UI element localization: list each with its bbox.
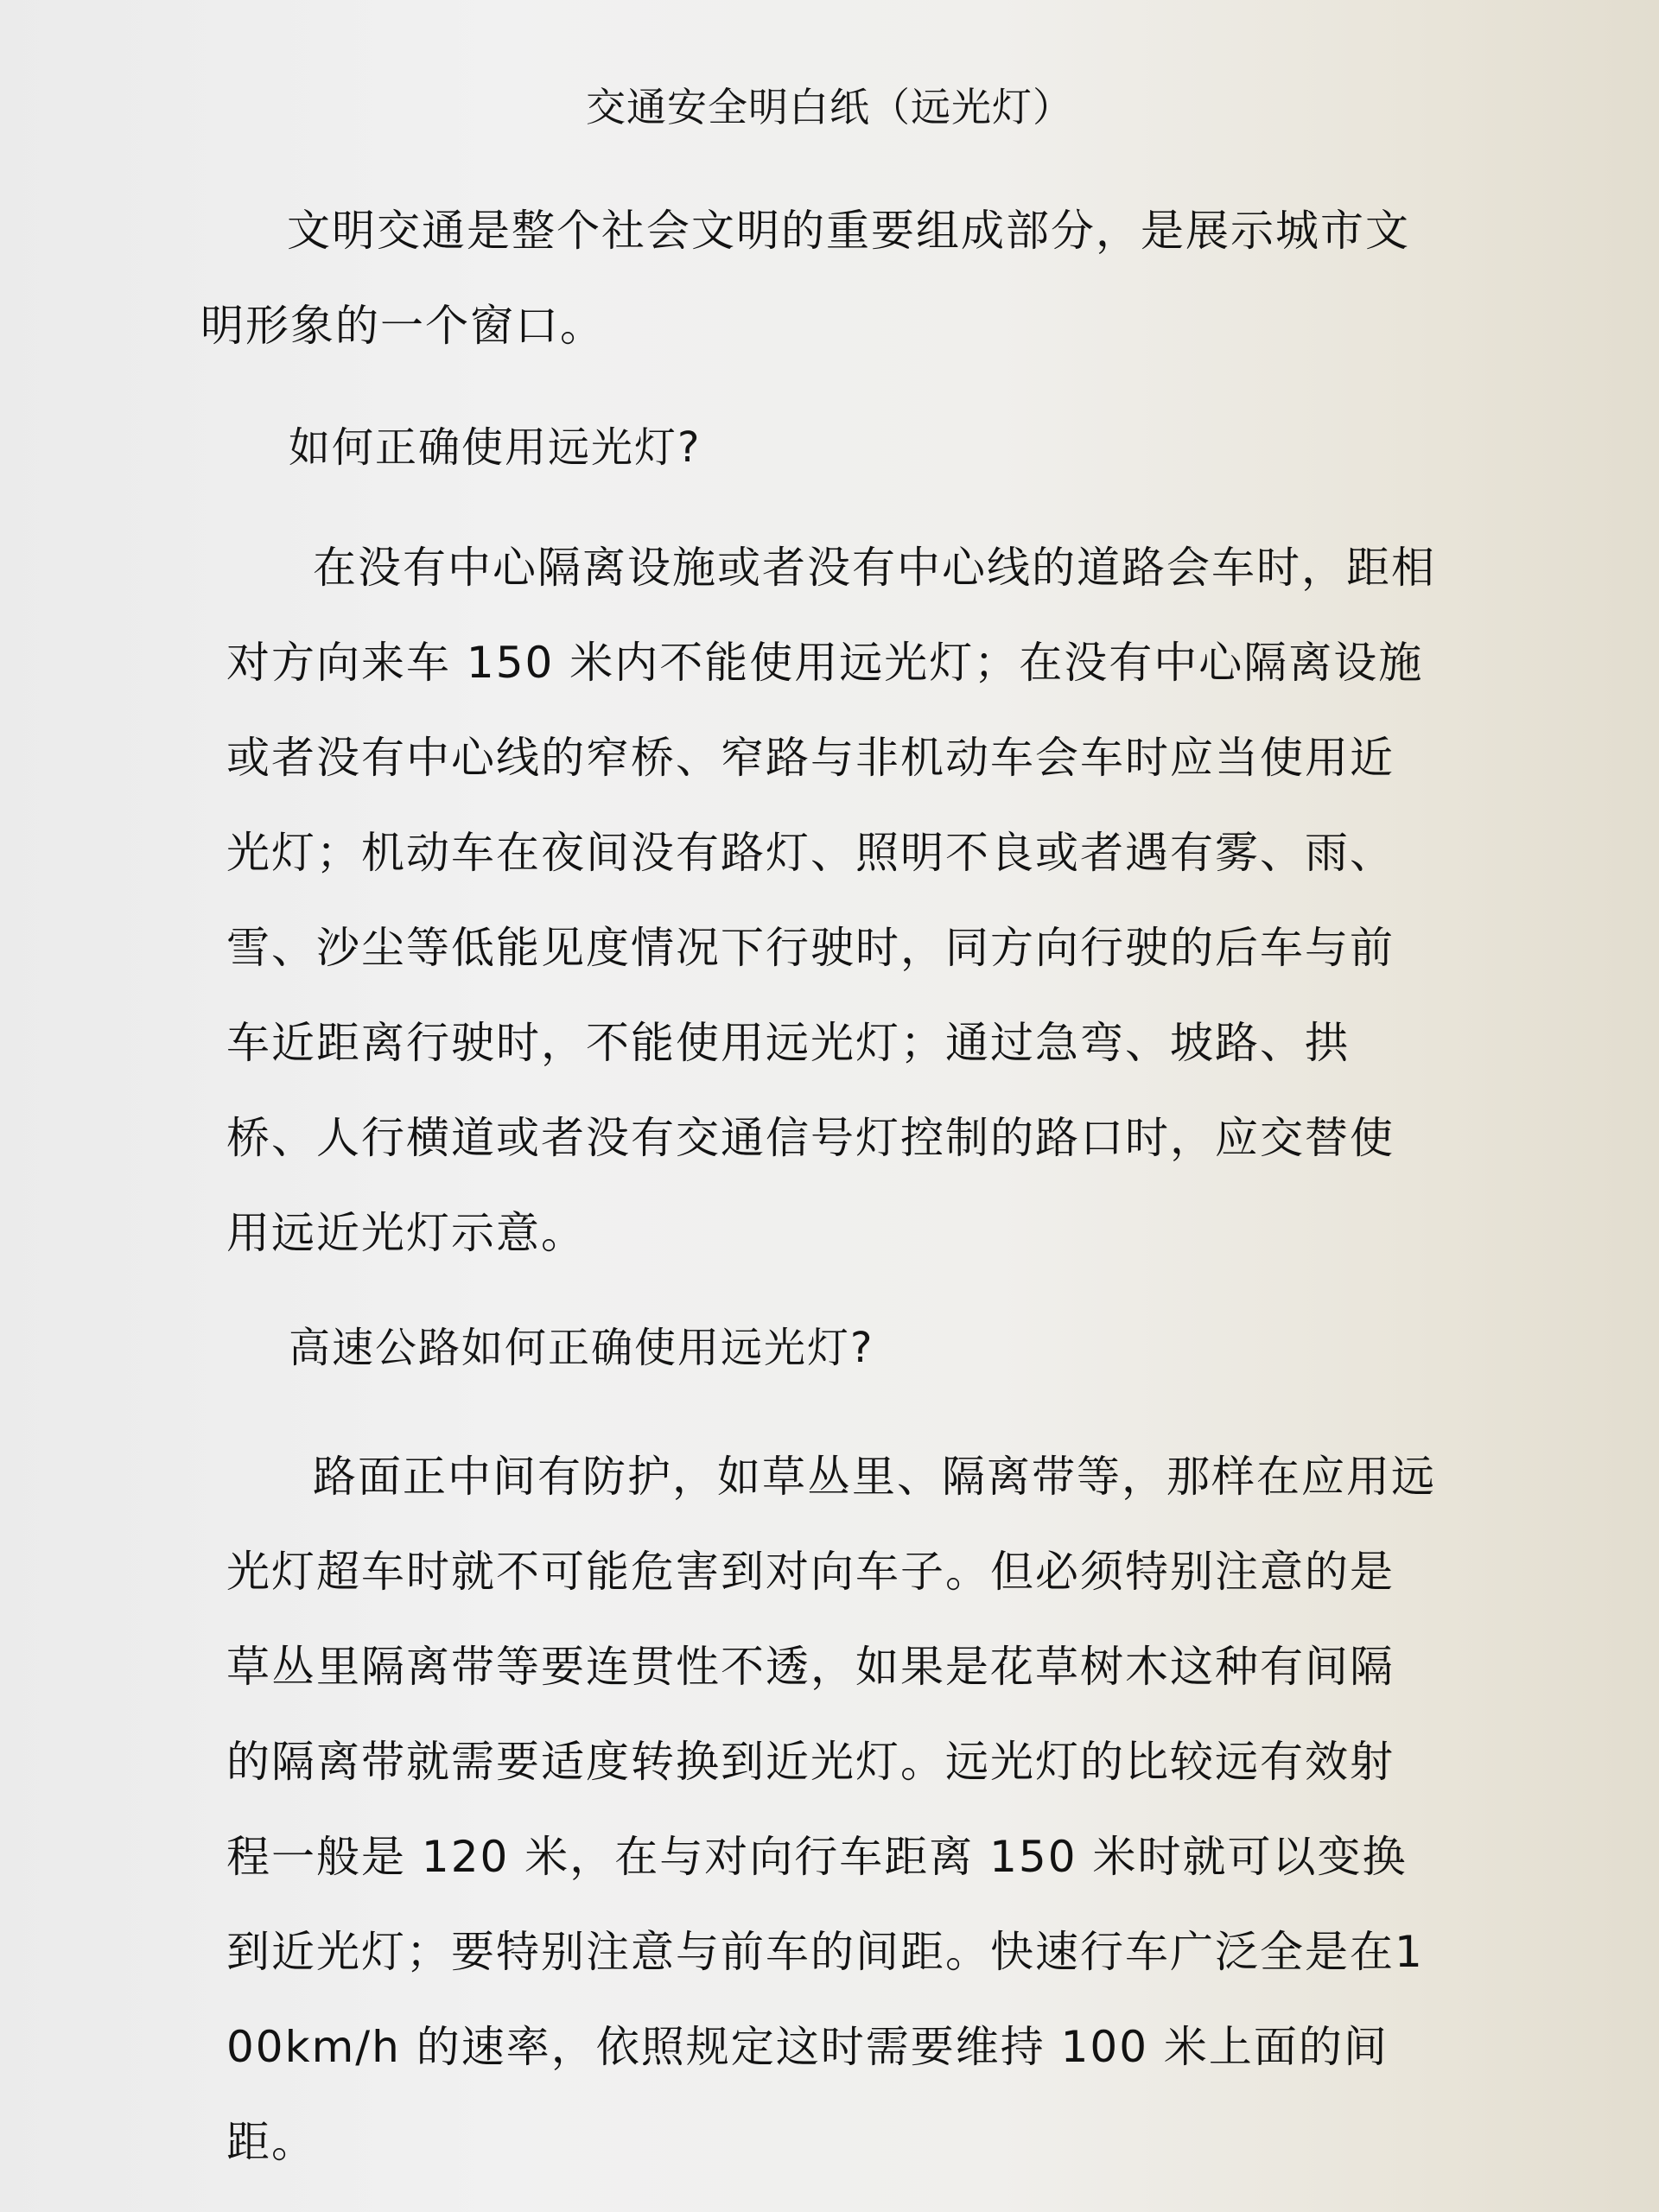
section-body-highway-high-beam: 路面正中间有防护，如草丛里、隔离带等，那样在应用远光灯超车时就不可能危害到对向车子。但必须特别注意的是草丛里隔离带等要连贯性不透，如果是花草树木这种有间隔的隔离带就需要适度转换到近光灯。远光灯的比较远有效射程一般是 120 米，在与对向行车距离 150 米时就可以变换到近光灯；要特别注意与前车的间距。快速行车广泛全是在100km/h 的速率，依照规定这时需要维持 100 米上面的间距。 [226, 1452, 1436, 2167]
section-heading-highway-high-beam: 高速公路如何正确使用远光灯? [289, 1324, 874, 1372]
document-title: 交通安全明白纸（远光灯） [586, 84, 1073, 130]
intro-paragraph: 文明交通是整个社会文明的重要组成部分，是展示城市文明形象的一个窗口。 [200, 206, 1410, 351]
section-heading-high-beam-usage: 如何正确使用远光灯? [289, 423, 702, 472]
section-body-high-beam-usage: 在没有中心隔离设施或者没有中心线的道路会车时，距相对方向来车 150 米内不能使用远光灯；在没有中心隔离设施或者没有中心线的窄桥、窄路与非机动车会车时应当使用近光灯；机动车在夜间没有路灯、照明不良或者遇有雾、雨、雪、沙尘等低能见度情况下行驶时，同方向行驶的后车与前车近距离行驶时，不能使用远光灯；通过急弯、坡路、拱桥、人行横道或者没有交通信号灯控制的路口时，应交替使用远近光灯示意。 [226, 543, 1436, 1258]
